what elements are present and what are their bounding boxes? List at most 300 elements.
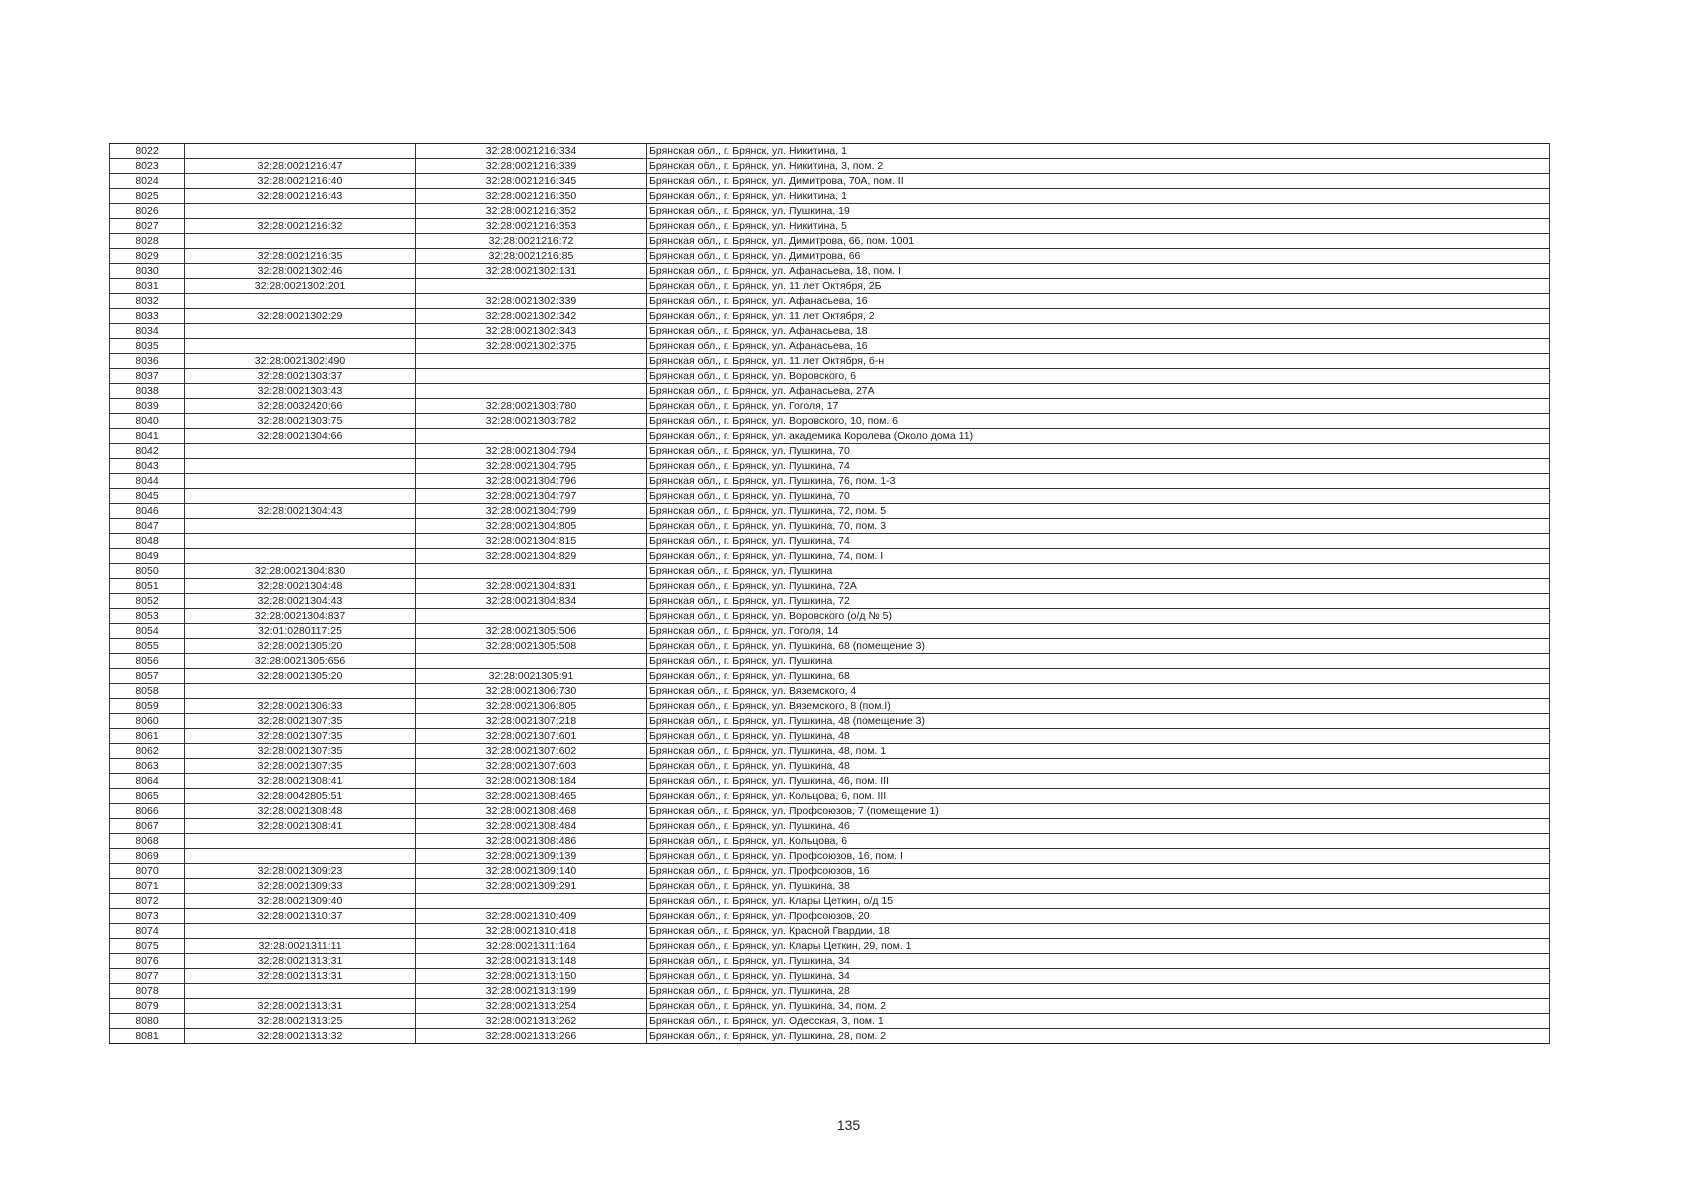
table-row [110,654,1550,669]
row-number-cell: 8030 [110,264,185,279]
land-cadastral-number-cell: 32:28:0021305:20 [185,639,416,654]
land-cadastral-number-cell: 32:28:0021310:37 [185,909,416,924]
page-number: 135 [836,1117,861,1133]
land-cadastral-number-cell: 32:28:0042805:51 [185,789,416,804]
land-cadastral-number-cell: 32:28:0021313:31 [185,969,416,984]
address-cell: Брянская обл., г. Брянск, ул. Пушкина [647,654,1550,669]
table-row [110,684,1550,699]
land-cadastral-number-cell: 32:28:0021307:35 [185,759,416,774]
land-cadastral-number-cell [185,684,416,699]
row-number-cell: 8026 [110,204,185,219]
row-number-cell: 8048 [110,534,185,549]
table-row [110,759,1550,774]
row-number-cell: 8025 [110,189,185,204]
table-row [110,849,1550,864]
address-cell: Брянская обл., г. Брянск, ул. Никитина, 5 [647,219,1550,234]
table-row [110,219,1550,234]
object-cadastral-number-cell: 32:28:0021308:468 [416,804,647,819]
address-cell: Брянская обл., г. Брянск, ул. Пушкина, 70, пом. 3 [647,519,1550,534]
address-cell: Брянская обл., г. Брянск, ул. Никитина, 3, пом. 2 [647,159,1550,174]
object-cadastral-number-cell: 32:28:0021302:343 [416,324,647,339]
land-cadastral-number-cell [185,834,416,849]
land-cadastral-number-cell: 32:28:0021302:490 [185,354,416,369]
address-cell: Брянская обл., г. Брянск, ул. Профсоюзов, 20 [647,909,1550,924]
table-row [110,279,1550,294]
row-number-cell: 8081 [110,1029,185,1044]
land-cadastral-number-cell [185,534,416,549]
object-cadastral-number-cell: 32:28:0021308:484 [416,819,647,834]
land-cadastral-number-cell: 32:28:0021313:31 [185,999,416,1014]
address-cell: Брянская обл., г. Брянск, ул. Воровского, 10, пом. 6 [647,414,1550,429]
row-number-cell: 8068 [110,834,185,849]
object-cadastral-number-cell: 32:28:0021307:602 [416,744,647,759]
table-row [110,804,1550,819]
table-row [110,144,1550,159]
object-cadastral-number-cell: 32:28:0021313:254 [416,999,647,1014]
object-cadastral-number-cell: 32:28:0021304:805 [416,519,647,534]
object-cadastral-number-cell: 32:28:0021313:266 [416,1029,647,1044]
land-cadastral-number-cell [185,924,416,939]
table-row [110,729,1550,744]
land-cadastral-number-cell: 32:28:0021303:43 [185,384,416,399]
address-cell: Брянская обл., г. Брянск, ул. Кольцова, 6, пом. III [647,789,1550,804]
table-row [110,864,1550,879]
table-row [110,489,1550,504]
row-number-cell: 8049 [110,549,185,564]
table-row [110,714,1550,729]
land-cadastral-number-cell [185,474,416,489]
table-row [110,609,1550,624]
object-cadastral-number-cell [416,369,647,384]
object-cadastral-number-cell: 32:28:0021216:85 [416,249,647,264]
object-cadastral-number-cell: 32:28:0021216:334 [416,144,647,159]
object-cadastral-number-cell: 32:28:0021302:342 [416,309,647,324]
table-row [110,534,1550,549]
object-cadastral-number-cell: 32:28:0021308:465 [416,789,647,804]
row-number-cell: 8034 [110,324,185,339]
table-row [110,384,1550,399]
address-cell: Брянская обл., г. Брянск, ул. Одесская, 3, пом. 1 [647,1014,1550,1029]
table-row [110,744,1550,759]
address-cell: Брянская обл., г. Брянск, ул. Афанасьева, 18, пом. I [647,264,1550,279]
address-cell: Брянская обл., г. Брянск, ул. Пушкина, 48 [647,729,1550,744]
address-cell: Брянская обл., г. Брянск, ул. Пушкина, 38 [647,879,1550,894]
table-row [110,639,1550,654]
address-cell: Брянская обл., г. Брянск, ул. Никитина, 1 [647,144,1550,159]
table-row [110,579,1550,594]
land-cadastral-number-cell [185,489,416,504]
land-cadastral-number-cell: 32:28:0021304:43 [185,504,416,519]
table-row [110,174,1550,189]
table-row [110,369,1550,384]
row-number-cell: 8058 [110,684,185,699]
land-cadastral-number-cell: 32:28:0021308:48 [185,804,416,819]
table-row [110,699,1550,714]
land-cadastral-number-cell: 32:28:0021302:46 [185,264,416,279]
table-row [110,819,1550,834]
address-cell: Брянская обл., г. Брянск, ул. Пушкина, 34 [647,954,1550,969]
object-cadastral-number-cell: 32:28:0021303:782 [416,414,647,429]
object-cadastral-number-cell: 32:28:0021306:730 [416,684,647,699]
land-cadastral-number-cell [185,549,416,564]
table-row [110,264,1550,279]
address-cell: Брянская обл., г. Брянск, ул. Красной Гвардии, 18 [647,924,1550,939]
land-cadastral-number-cell: 32:28:0021302:201 [185,279,416,294]
address-cell: Брянская обл., г. Брянск, ул. 11 лет Октября, б-н [647,354,1550,369]
row-number-cell: 8078 [110,984,185,999]
address-cell: Брянская обл., г. Брянск, ул. Профсоюзов, 7 (помещение 1) [647,804,1550,819]
table-row [110,999,1550,1014]
land-cadastral-number-cell: 32:28:0021216:47 [185,159,416,174]
land-cadastral-number-cell [185,204,416,219]
land-cadastral-number-cell: 32:28:0021305:656 [185,654,416,669]
address-cell: Брянская обл., г. Брянск, ул. Димитрова, 66 [647,249,1550,264]
land-cadastral-number-cell [185,339,416,354]
land-cadastral-number-cell: 32:28:0021304:48 [185,579,416,594]
land-cadastral-number-cell: 32:28:0021313:25 [185,1014,416,1029]
address-cell: Брянская обл., г. Брянск, ул. Гоголя, 14 [647,624,1550,639]
table-row [110,234,1550,249]
address-cell: Брянская обл., г. Брянск, ул. Пушкина, 19 [647,204,1550,219]
land-cadastral-number-cell: 32:28:0021307:35 [185,729,416,744]
row-number-cell: 8057 [110,669,185,684]
table-row [110,774,1550,789]
land-cadastral-number-cell: 32:28:0021304:43 [185,594,416,609]
row-number-cell: 8042 [110,444,185,459]
row-number-cell: 8029 [110,249,185,264]
row-number-cell: 8051 [110,579,185,594]
address-cell: Брянская обл., г. Брянск, ул. Пушкина, 48 (помещение 3) [647,714,1550,729]
row-number-cell: 8079 [110,999,185,1014]
object-cadastral-number-cell: 32:28:0021304:795 [416,459,647,474]
address-cell: Брянская обл., г. Брянск, ул. Димитрова, 66, пом. 1001 [647,234,1550,249]
object-cadastral-number-cell: 32:28:0021304:829 [416,549,647,564]
object-cadastral-number-cell [416,894,647,909]
row-number-cell: 8070 [110,864,185,879]
address-cell: Брянская обл., г. Брянск, ул. Пушкина, 68 (помещение 3) [647,639,1550,654]
row-number-cell: 8043 [110,459,185,474]
table-row [110,504,1550,519]
land-cadastral-number-cell: 32:28:0021308:41 [185,774,416,789]
address-cell: Брянская обл., г. Брянск, ул. Афанасьева, 16 [647,294,1550,309]
table-row [110,294,1550,309]
object-cadastral-number-cell: 32:28:0021304:796 [416,474,647,489]
object-cadastral-number-cell: 32:28:0021313:199 [416,984,647,999]
land-cadastral-number-cell: 32:28:0021306:33 [185,699,416,714]
object-cadastral-number-cell: 32:28:0021216:345 [416,174,647,189]
object-cadastral-number-cell: 32:28:0021308:486 [416,834,647,849]
address-cell: Брянская обл., г. Брянск, ул. Профсоюзов, 16, пом. I [647,849,1550,864]
address-cell: Брянская обл., г. Брянск, ул. Клары Цеткин, о/д 15 [647,894,1550,909]
object-cadastral-number-cell [416,564,647,579]
table-row [110,444,1550,459]
row-number-cell: 8052 [110,594,185,609]
row-number-cell: 8041 [110,429,185,444]
table-row [110,429,1550,444]
registry-table [109,143,1550,1044]
land-cadastral-number-cell: 32:28:0021308:41 [185,819,416,834]
land-cadastral-number-cell [185,444,416,459]
object-cadastral-number-cell: 32:28:0021313:148 [416,954,647,969]
row-number-cell: 8028 [110,234,185,249]
row-number-cell: 8050 [110,564,185,579]
address-cell: Брянская обл., г. Брянск, ул. Афанасьева, 16 [647,339,1550,354]
address-cell: Брянская обл., г. Брянск, ул. Воровского (о/д № 5) [647,609,1550,624]
row-number-cell: 8044 [110,474,185,489]
row-number-cell: 8047 [110,519,185,534]
table-row [110,564,1550,579]
object-cadastral-number-cell [416,654,647,669]
address-cell: Брянская обл., г. Брянск, ул. Кольцова, 6 [647,834,1550,849]
row-number-cell: 8038 [110,384,185,399]
address-cell: Брянская обл., г. Брянск, ул. Пушкина, 70 [647,444,1550,459]
table-row [110,954,1550,969]
land-cadastral-number-cell: 32:28:0021309:33 [185,879,416,894]
object-cadastral-number-cell: 32:28:0021307:603 [416,759,647,774]
land-cadastral-number-cell: 32:28:0021313:32 [185,1029,416,1044]
land-cadastral-number-cell: 32:28:0021313:31 [185,954,416,969]
row-number-cell: 8077 [110,969,185,984]
table-row [110,879,1550,894]
object-cadastral-number-cell: 32:28:0021304:834 [416,594,647,609]
object-cadastral-number-cell: 32:28:0021305:508 [416,639,647,654]
table-row [110,594,1550,609]
row-number-cell: 8074 [110,924,185,939]
row-number-cell: 8031 [110,279,185,294]
object-cadastral-number-cell: 32:28:0021302:375 [416,339,647,354]
land-cadastral-number-cell [185,459,416,474]
land-cadastral-number-cell: 32:28:0021216:32 [185,219,416,234]
land-cadastral-number-cell: 32:28:0021305:20 [185,669,416,684]
object-cadastral-number-cell [416,354,647,369]
table-row [110,309,1550,324]
land-cadastral-number-cell: 32:28:0021303:75 [185,414,416,429]
object-cadastral-number-cell: 32:28:0021304:794 [416,444,647,459]
table-row [110,1014,1550,1029]
address-cell: Брянская обл., г. Брянск, ул. академика Королева (Около дома 11) [647,429,1550,444]
row-number-cell: 8065 [110,789,185,804]
table-row [110,414,1550,429]
object-cadastral-number-cell [416,384,647,399]
object-cadastral-number-cell: 32:28:0021309:140 [416,864,647,879]
row-number-cell: 8066 [110,804,185,819]
object-cadastral-number-cell: 32:28:0021307:601 [416,729,647,744]
row-number-cell: 8033 [110,309,185,324]
object-cadastral-number-cell: 32:28:0021216:72 [416,234,647,249]
address-cell: Брянская обл., г. Брянск, ул. Пушкина, 28, пом. 2 [647,1029,1550,1044]
land-cadastral-number-cell [185,519,416,534]
object-cadastral-number-cell [416,609,647,624]
address-cell: Брянская обл., г. Брянск, ул. Пушкина, 74, пом. I [647,549,1550,564]
address-cell: Брянская обл., г. Брянск, ул. Пушкина, 74 [647,459,1550,474]
address-cell: Брянская обл., г. Брянск, ул. Пушкина, 74 [647,534,1550,549]
land-cadastral-number-cell: 32:28:0021309:23 [185,864,416,879]
object-cadastral-number-cell: 32:28:0021216:339 [416,159,647,174]
row-number-cell: 8027 [110,219,185,234]
row-number-cell: 8063 [110,759,185,774]
land-cadastral-number-cell: 32:28:0032420:66 [185,399,416,414]
row-number-cell: 8056 [110,654,185,669]
object-cadastral-number-cell: 32:28:0021306:805 [416,699,647,714]
address-cell: Брянская обл., г. Брянск, ул. Пушкина, 46, пом. III [647,774,1550,789]
land-cadastral-number-cell: 32:28:0021302:29 [185,309,416,324]
address-cell: Брянская обл., г. Брянск, ул. Димитрова, 70А, пом. II [647,174,1550,189]
land-cadastral-number-cell: 32:28:0021307:35 [185,714,416,729]
row-number-cell: 8080 [110,1014,185,1029]
object-cadastral-number-cell: 32:28:0021310:409 [416,909,647,924]
land-cadastral-number-cell: 32:28:0021309:40 [185,894,416,909]
land-cadastral-number-cell: 32:28:0021304:837 [185,609,416,624]
address-cell: Брянская обл., г. Брянск, ул. Пушкина, 70 [647,489,1550,504]
object-cadastral-number-cell: 32:28:0021304:815 [416,534,647,549]
land-cadastral-number-cell [185,984,416,999]
row-number-cell: 8036 [110,354,185,369]
row-number-cell: 8055 [110,639,185,654]
address-cell: Брянская обл., г. Брянск, ул. Пушкина, 34 [647,969,1550,984]
land-cadastral-number-cell: 32:28:0021304:66 [185,429,416,444]
table-row [110,939,1550,954]
row-number-cell: 8037 [110,369,185,384]
table-row [110,789,1550,804]
table-row [110,474,1550,489]
land-cadastral-number-cell: 32:28:0021307:35 [185,744,416,759]
land-cadastral-number-cell: 32:28:0021216:40 [185,174,416,189]
object-cadastral-number-cell: 32:28:0021216:352 [416,204,647,219]
address-cell: Брянская обл., г. Брянск, ул. Пушкина, 48 [647,759,1550,774]
table-row [110,834,1550,849]
land-cadastral-number-cell: 32:28:0021311:11 [185,939,416,954]
object-cadastral-number-cell: 32:28:0021216:350 [416,189,647,204]
address-cell: Брянская обл., г. Брянск, ул. Клары Цеткин, 29, пом. 1 [647,939,1550,954]
object-cadastral-number-cell: 32:28:0021311:164 [416,939,647,954]
address-cell: Брянская обл., г. Брянск, ул. Профсоюзов, 16 [647,864,1550,879]
address-cell: Брянская обл., г. Брянск, ул. Афанасьева, 18 [647,324,1550,339]
object-cadastral-number-cell: 32:28:0021305:506 [416,624,647,639]
land-cadastral-number-cell: 32:28:0021304:830 [185,564,416,579]
table-row [110,354,1550,369]
row-number-cell: 8035 [110,339,185,354]
object-cadastral-number-cell: 32:28:0021310:418 [416,924,647,939]
row-number-cell: 8059 [110,699,185,714]
row-number-cell: 8045 [110,489,185,504]
table-row [110,159,1550,174]
address-cell: Брянская обл., г. Брянск, ул. Никитина, 1 [647,189,1550,204]
table-row [110,459,1550,474]
object-cadastral-number-cell: 32:28:0021309:139 [416,849,647,864]
address-cell: Брянская обл., г. Брянск, ул. Гоголя, 17 [647,399,1550,414]
address-cell: Брянская обл., г. Брянск, ул. Афанасьева, 27А [647,384,1550,399]
address-cell: Брянская обл., г. Брянск, ул. Пушкина, 76, пом. 1-3 [647,474,1550,489]
land-cadastral-number-cell: 32:28:0021303:37 [185,369,416,384]
row-number-cell: 8075 [110,939,185,954]
row-number-cell: 8067 [110,819,185,834]
address-cell: Брянская обл., г. Брянск, ул. Пушкина, 72А [647,579,1550,594]
address-cell: Брянская обл., г. Брянск, ул. Пушкина, 46 [647,819,1550,834]
object-cadastral-number-cell: 32:28:0021308:184 [416,774,647,789]
table-row [110,909,1550,924]
object-cadastral-number-cell: 32:28:0021305:91 [416,669,647,684]
object-cadastral-number-cell: 32:28:0021304:797 [416,489,647,504]
row-number-cell: 8061 [110,729,185,744]
object-cadastral-number-cell: 32:28:0021302:339 [416,294,647,309]
land-cadastral-number-cell: 32:28:0021216:35 [185,249,416,264]
row-number-cell: 8069 [110,849,185,864]
land-cadastral-number-cell [185,144,416,159]
table-row [110,969,1550,984]
row-number-cell: 8072 [110,894,185,909]
address-cell: Брянская обл., г. Брянск, ул. Пушкина, 68 [647,669,1550,684]
address-cell: Брянская обл., г. Брянск, ул. Пушкина, 72, пом. 5 [647,504,1550,519]
address-cell: Брянская обл., г. Брянск, ул. Воровского, 6 [647,369,1550,384]
row-number-cell: 8023 [110,159,185,174]
land-cadastral-number-cell [185,849,416,864]
row-number-cell: 8071 [110,879,185,894]
object-cadastral-number-cell: 32:28:0021313:262 [416,1014,647,1029]
table-row [110,339,1550,354]
row-number-cell: 8062 [110,744,185,759]
address-cell: Брянская обл., г. Брянск, ул. 11 лет Октября, 2 [647,309,1550,324]
table-row [110,1029,1550,1044]
row-number-cell: 8046 [110,504,185,519]
object-cadastral-number-cell [416,279,647,294]
table-row [110,399,1550,414]
land-cadastral-number-cell [185,294,416,309]
land-cadastral-number-cell [185,234,416,249]
table-row [110,549,1550,564]
row-number-cell: 8073 [110,909,185,924]
address-cell: Брянская обл., г. Брянск, ул. Пушкина [647,564,1550,579]
table-row [110,519,1550,534]
land-cadastral-number-cell [185,324,416,339]
row-number-cell: 8060 [110,714,185,729]
object-cadastral-number-cell: 32:28:0021313:150 [416,969,647,984]
row-number-cell: 8022 [110,144,185,159]
address-cell: Брянская обл., г. Брянск, ул. Пушкина, 72 [647,594,1550,609]
table-row [110,204,1550,219]
address-cell: Брянская обл., г. Брянск, ул. 11 лет Октября, 2Б [647,279,1550,294]
object-cadastral-number-cell [416,429,647,444]
row-number-cell: 8076 [110,954,185,969]
row-number-cell: 8032 [110,294,185,309]
object-cadastral-number-cell: 32:28:0021307:218 [416,714,647,729]
land-cadastral-number-cell: 32:28:0021216:43 [185,189,416,204]
address-cell: Брянская обл., г. Брянск, ул. Вяземского, 8 (пом.I) [647,699,1550,714]
table-row [110,894,1550,909]
table-row [110,984,1550,999]
table-row [110,249,1550,264]
table-row [110,324,1550,339]
address-cell: Брянская обл., г. Брянск, ул. Пушкина, 34, пом. 2 [647,999,1550,1014]
address-cell: Брянская обл., г. Брянск, ул. Пушкина, 48, пом. 1 [647,744,1550,759]
address-cell: Брянская обл., г. Брянск, ул. Вяземского, 4 [647,684,1550,699]
land-cadastral-number-cell: 32:01:0280117:25 [185,624,416,639]
row-number-cell: 8064 [110,774,185,789]
row-number-cell: 8039 [110,399,185,414]
object-cadastral-number-cell: 32:28:0021302:131 [416,264,647,279]
table-row [110,669,1550,684]
table-row [110,924,1550,939]
registry-table-body [110,144,1550,1044]
object-cadastral-number-cell: 32:28:0021216:353 [416,219,647,234]
row-number-cell: 8053 [110,609,185,624]
object-cadastral-number-cell: 32:28:0021304:831 [416,579,647,594]
object-cadastral-number-cell: 32:28:0021304:799 [416,504,647,519]
table-row [110,624,1550,639]
object-cadastral-number-cell: 32:28:0021303:780 [416,399,647,414]
object-cadastral-number-cell: 32:28:0021309:291 [416,879,647,894]
row-number-cell: 8054 [110,624,185,639]
row-number-cell: 8040 [110,414,185,429]
